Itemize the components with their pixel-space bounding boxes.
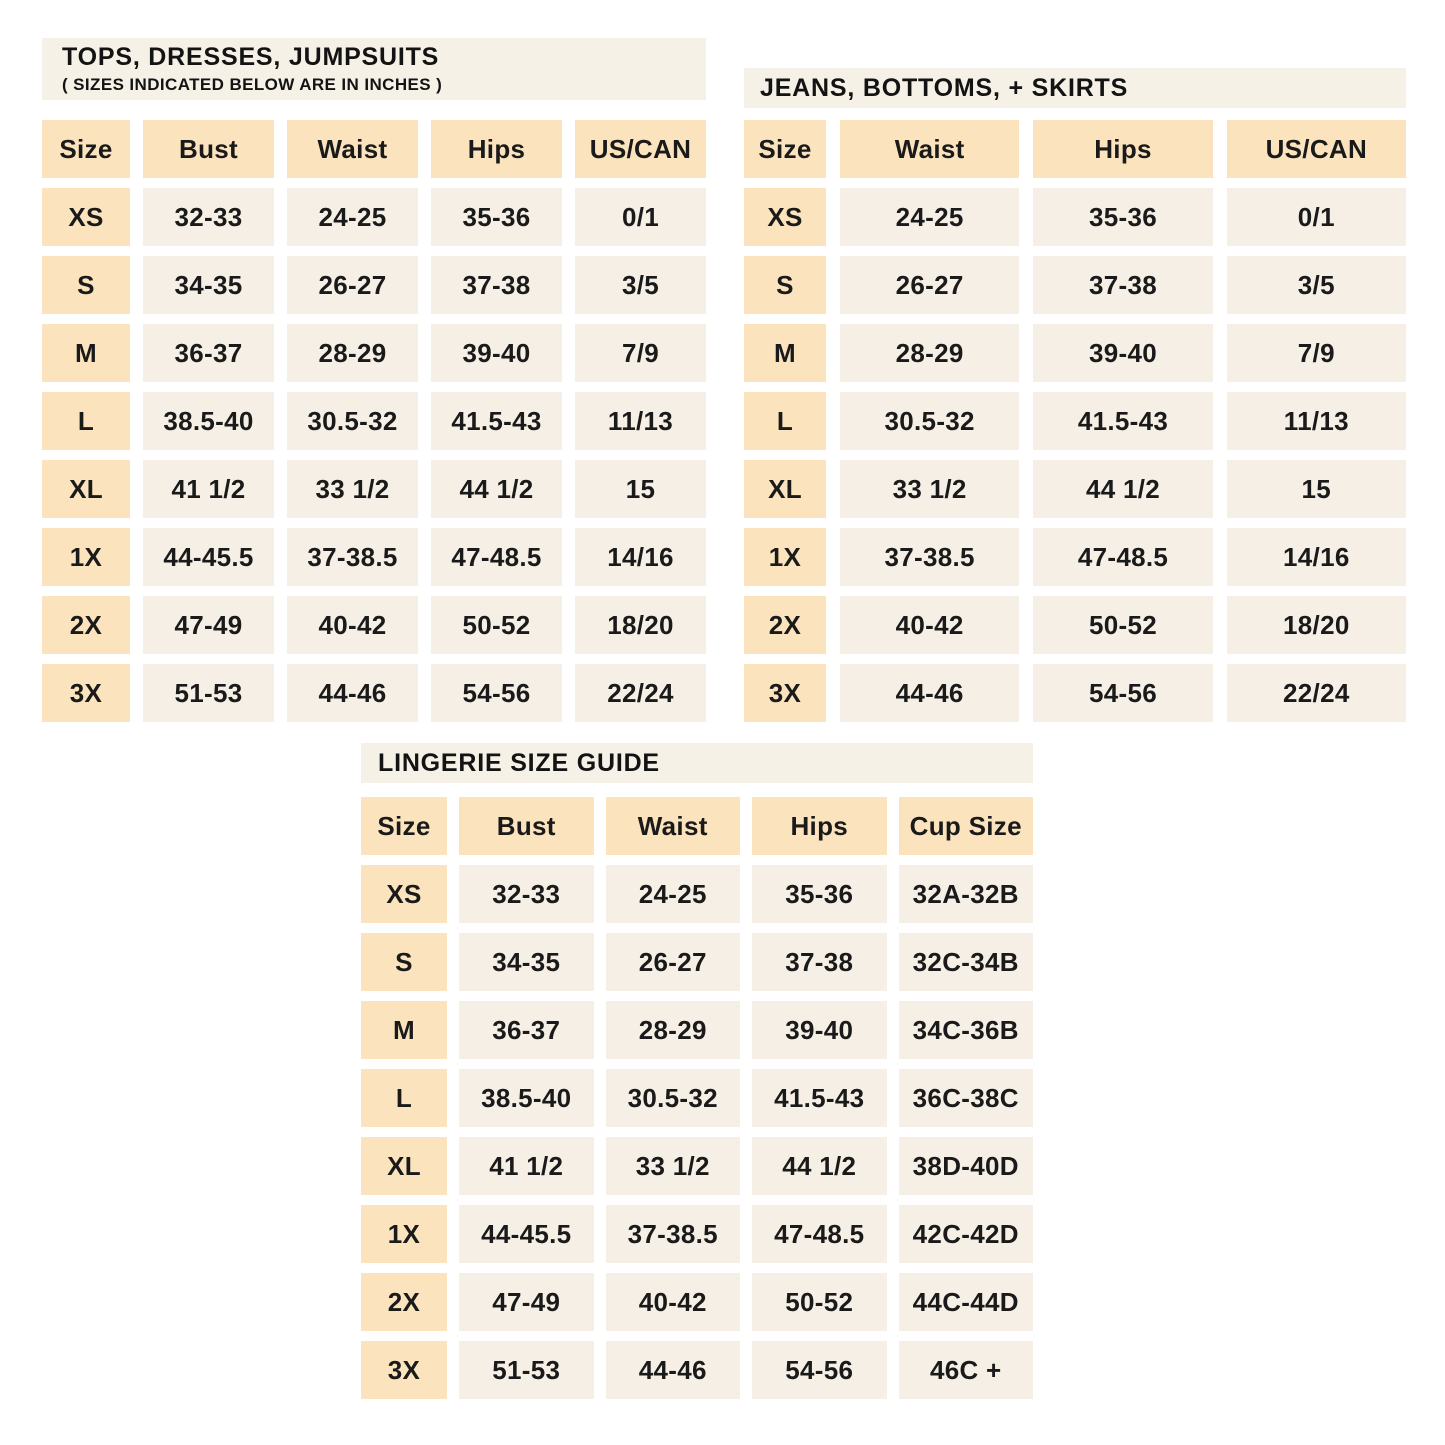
measurement-cell: 40-42 (840, 596, 1019, 654)
measurement-cell: 44-45.5 (143, 528, 274, 586)
measurement-cell: 11/13 (575, 392, 706, 450)
column-header-waist: Waist (287, 120, 418, 178)
measurement-cell: 37-38 (1033, 256, 1212, 314)
size-label-cell: XS (361, 865, 447, 923)
measurement-cell: 24-25 (840, 188, 1019, 246)
measurement-cell: 0/1 (575, 188, 706, 246)
size-label-cell: S (744, 256, 826, 314)
measurement-cell: 39-40 (752, 1001, 887, 1059)
size-label-cell: XL (361, 1137, 447, 1195)
measurement-cell: 44 1/2 (752, 1137, 887, 1195)
measurement-cell: 39-40 (1033, 324, 1212, 382)
size-label-cell: XL (42, 460, 130, 518)
size-label-cell: 2X (361, 1273, 447, 1331)
measurement-cell: 44 1/2 (431, 460, 562, 518)
measurement-cell: 41.5-43 (431, 392, 562, 450)
measurement-cell: 14/16 (1227, 528, 1406, 586)
measurement-cell: 32A-32B (899, 865, 1034, 923)
measurement-cell: 22/24 (1227, 664, 1406, 722)
size-label-cell: XL (744, 460, 826, 518)
measurement-cell: 33 1/2 (287, 460, 418, 518)
column-header-waist: Waist (840, 120, 1019, 178)
table-title-bar (744, 68, 1406, 108)
measurement-cell: 35-36 (431, 188, 562, 246)
column-header-bust: Bust (459, 797, 594, 855)
measurement-cell: 26-27 (840, 256, 1019, 314)
measurement-cell: 32C-34B (899, 933, 1034, 991)
measurement-cell: 15 (1227, 460, 1406, 518)
size-label-cell: 2X (42, 596, 130, 654)
measurement-cell: 44-45.5 (459, 1205, 594, 1263)
measurement-cell: 41 1/2 (459, 1137, 594, 1195)
table-title: JEANS, BOTTOMS, + SKIRTS (760, 73, 1129, 102)
measurement-cell: 51-53 (143, 664, 274, 722)
measurement-cell: 37-38.5 (287, 528, 418, 586)
table-title-bar (361, 743, 1033, 783)
measurement-cell: 44-46 (606, 1341, 741, 1399)
measurement-cell: 41.5-43 (752, 1069, 887, 1127)
size-label-cell: L (361, 1069, 447, 1127)
measurement-cell: 33 1/2 (606, 1137, 741, 1195)
measurement-cell: 41 1/2 (143, 460, 274, 518)
measurement-cell: 37-38.5 (840, 528, 1019, 586)
measurement-cell: 32-33 (143, 188, 274, 246)
column-header-waist: Waist (606, 797, 741, 855)
column-header-hips: Hips (1033, 120, 1212, 178)
measurement-cell: 7/9 (1227, 324, 1406, 382)
measurement-cell: 32-33 (459, 865, 594, 923)
measurement-cell: 50-52 (431, 596, 562, 654)
column-header-bust: Bust (143, 120, 274, 178)
size-label-cell: M (361, 1001, 447, 1059)
measurement-cell: 37-38 (431, 256, 562, 314)
size-label-cell: XS (42, 188, 130, 246)
table-tops-dresses-jumpsuits (42, 38, 706, 722)
measurement-cell: 54-56 (1033, 664, 1212, 722)
measurement-cell: 47-49 (459, 1273, 594, 1331)
size-label-cell: 2X (744, 596, 826, 654)
measurement-cell: 30.5-32 (287, 392, 418, 450)
measurement-cell: 3/5 (1227, 256, 1406, 314)
size-label-cell: M (42, 324, 130, 382)
measurement-cell: 54-56 (431, 664, 562, 722)
column-header-hips: Hips (752, 797, 887, 855)
measurement-cell: 0/1 (1227, 188, 1406, 246)
column-header-size: Size (744, 120, 826, 178)
measurement-cell: 18/20 (575, 596, 706, 654)
table-subtitle: ( SIZES INDICATED BELOW ARE IN INCHES ) (62, 75, 443, 94)
measurement-cell: 36C-38C (899, 1069, 1034, 1127)
column-header-size: Size (361, 797, 447, 855)
measurement-cell: 37-38.5 (606, 1205, 741, 1263)
measurement-cell: 22/24 (575, 664, 706, 722)
measurement-cell: 38.5-40 (459, 1069, 594, 1127)
size-label-cell: 3X (744, 664, 826, 722)
measurement-cell: 47-49 (143, 596, 274, 654)
measurement-cell: 44-46 (840, 664, 1019, 722)
measurement-cell: 51-53 (459, 1341, 594, 1399)
size-label-cell: M (744, 324, 826, 382)
measurement-cell: 37-38 (752, 933, 887, 991)
measurement-cell: 28-29 (606, 1001, 741, 1059)
measurement-cell: 24-25 (287, 188, 418, 246)
measurement-cell: 50-52 (752, 1273, 887, 1331)
measurement-cell: 40-42 (287, 596, 418, 654)
table-jeans-bottoms-skirts (744, 68, 1406, 722)
measurement-cell: 18/20 (1227, 596, 1406, 654)
measurement-cell: 3/5 (575, 256, 706, 314)
measurement-cell: 35-36 (752, 865, 887, 923)
measurement-cell: 11/13 (1227, 392, 1406, 450)
size-label-cell: 1X (361, 1205, 447, 1263)
size-label-cell: L (42, 392, 130, 450)
measurement-cell: 44 1/2 (1033, 460, 1212, 518)
measurement-cell: 36-37 (143, 324, 274, 382)
measurement-cell: 41.5-43 (1033, 392, 1212, 450)
measurement-cell: 15 (575, 460, 706, 518)
size-label-cell: XS (744, 188, 826, 246)
column-header-cup-size: Cup Size (899, 797, 1034, 855)
table-title-bar (42, 38, 706, 100)
size-label-cell: 1X (744, 528, 826, 586)
measurement-cell: 28-29 (840, 324, 1019, 382)
measurement-cell: 54-56 (752, 1341, 887, 1399)
measurement-cell: 26-27 (287, 256, 418, 314)
measurement-cell: 42C-42D (899, 1205, 1034, 1263)
table-title: LINGERIE SIZE GUIDE (378, 748, 660, 777)
measurement-cell: 40-42 (606, 1273, 741, 1331)
measurement-cell: 34C-36B (899, 1001, 1034, 1059)
measurement-cell: 34-35 (459, 933, 594, 991)
measurement-cell: 14/16 (575, 528, 706, 586)
measurement-cell: 33 1/2 (840, 460, 1019, 518)
size-label-cell: S (361, 933, 447, 991)
size-grid (42, 120, 706, 722)
measurement-cell: 30.5-32 (840, 392, 1019, 450)
measurement-cell: 30.5-32 (606, 1069, 741, 1127)
size-label-cell: 3X (42, 664, 130, 722)
column-header-us-can: US/CAN (1227, 120, 1406, 178)
measurement-cell: 50-52 (1033, 596, 1212, 654)
size-grid (744, 120, 1406, 722)
measurement-cell: 26-27 (606, 933, 741, 991)
measurement-cell: 47-48.5 (431, 528, 562, 586)
measurement-cell: 47-48.5 (1033, 528, 1212, 586)
measurement-cell: 35-36 (1033, 188, 1212, 246)
column-header-hips: Hips (431, 120, 562, 178)
size-label-cell: 1X (42, 528, 130, 586)
column-header-us-can: US/CAN (575, 120, 706, 178)
size-label-cell: S (42, 256, 130, 314)
measurement-cell: 34-35 (143, 256, 274, 314)
column-header-size: Size (42, 120, 130, 178)
measurement-cell: 28-29 (287, 324, 418, 382)
measurement-cell: 39-40 (431, 324, 562, 382)
measurement-cell: 38D-40D (899, 1137, 1034, 1195)
measurement-cell: 24-25 (606, 865, 741, 923)
size-grid (361, 797, 1033, 1399)
measurement-cell: 36-37 (459, 1001, 594, 1059)
measurement-cell: 44C-44D (899, 1273, 1034, 1331)
size-label-cell: 3X (361, 1341, 447, 1399)
measurement-cell: 44-46 (287, 664, 418, 722)
measurement-cell: 7/9 (575, 324, 706, 382)
size-label-cell: L (744, 392, 826, 450)
measurement-cell: 38.5-40 (143, 392, 274, 450)
table-title: TOPS, DRESSES, JUMPSUITS (62, 43, 440, 71)
table-lingerie-size-guide (361, 743, 1033, 1399)
measurement-cell: 47-48.5 (752, 1205, 887, 1263)
measurement-cell: 46C + (899, 1341, 1034, 1399)
